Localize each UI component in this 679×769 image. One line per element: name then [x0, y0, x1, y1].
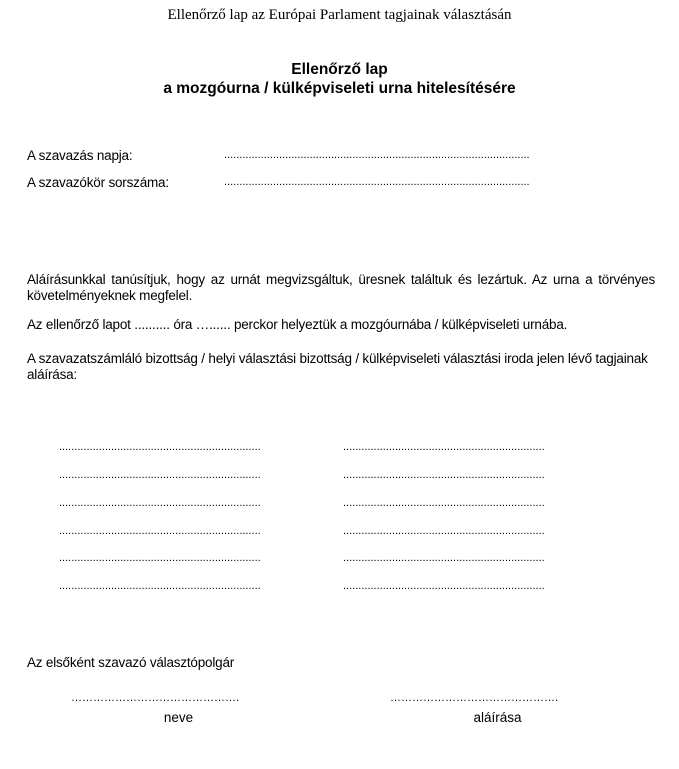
placement-time-text: Az ellenőrző lapot .......... óra …...... perckor helyeztük a mozgóurnába / külképviseleti urnába.	[27, 317, 568, 332]
voting-date-field[interactable]: ....................................................................................................	[224, 149, 530, 161]
polling-station-number-label: A szavazókör sorszáma:	[27, 175, 169, 190]
member-signature-line[interactable]: ..................................................................	[343, 469, 545, 481]
first-voter-label: Az elsőként szavazó választópolgár	[27, 655, 235, 670]
member-signature-line[interactable]: ..................................................................	[343, 497, 545, 509]
member-signature-line[interactable]: ..................................................................	[59, 497, 261, 509]
member-signature-line[interactable]: ..................................................................	[59, 525, 261, 537]
member-signature-line[interactable]: ..................................................................	[59, 552, 261, 564]
form-title: Ellenőrző lap	[291, 61, 388, 78]
page-header: Ellenőrző lap az Európai Parlament tagjainak választásán	[167, 7, 512, 23]
member-signature-line[interactable]: ..................................................................	[343, 441, 545, 453]
voter-signature-caption: aláírása	[473, 710, 522, 725]
member-signature-line[interactable]: ..................................................................	[343, 580, 545, 592]
form-subtitle: a mozgóurna / külképviseleti urna hitelesítésére	[163, 80, 516, 97]
voter-name-line[interactable]: ……………………………………….	[71, 692, 240, 704]
member-signature-line[interactable]: ..................................................................	[343, 525, 545, 537]
certification-statement: Aláírásunkkal tanúsítjuk, hogy az urnát megvizsgáltuk, üresnek találtuk és lezártuk. Az urna a törvényes követelményeknek megfelel.	[27, 272, 655, 303]
member-signature-line[interactable]: ..................................................................	[59, 469, 261, 481]
voting-date-label: A szavazás napja:	[27, 148, 133, 163]
member-signature-line[interactable]: ..................................................................	[343, 552, 545, 564]
signatures-intro: A szavazatszámláló bizottság / helyi választási bizottság / külképviseleti választási iroda jelen lévő tagjainak aláírása:	[27, 351, 648, 382]
member-signature-line[interactable]: ..................................................................	[59, 441, 261, 453]
voter-signature-line[interactable]: ……………………………………….	[390, 692, 559, 704]
polling-station-number-field[interactable]: ....................................................................................................	[224, 176, 530, 188]
member-signature-line[interactable]: ..................................................................	[59, 580, 261, 592]
voter-name-caption: neve	[163, 710, 194, 725]
